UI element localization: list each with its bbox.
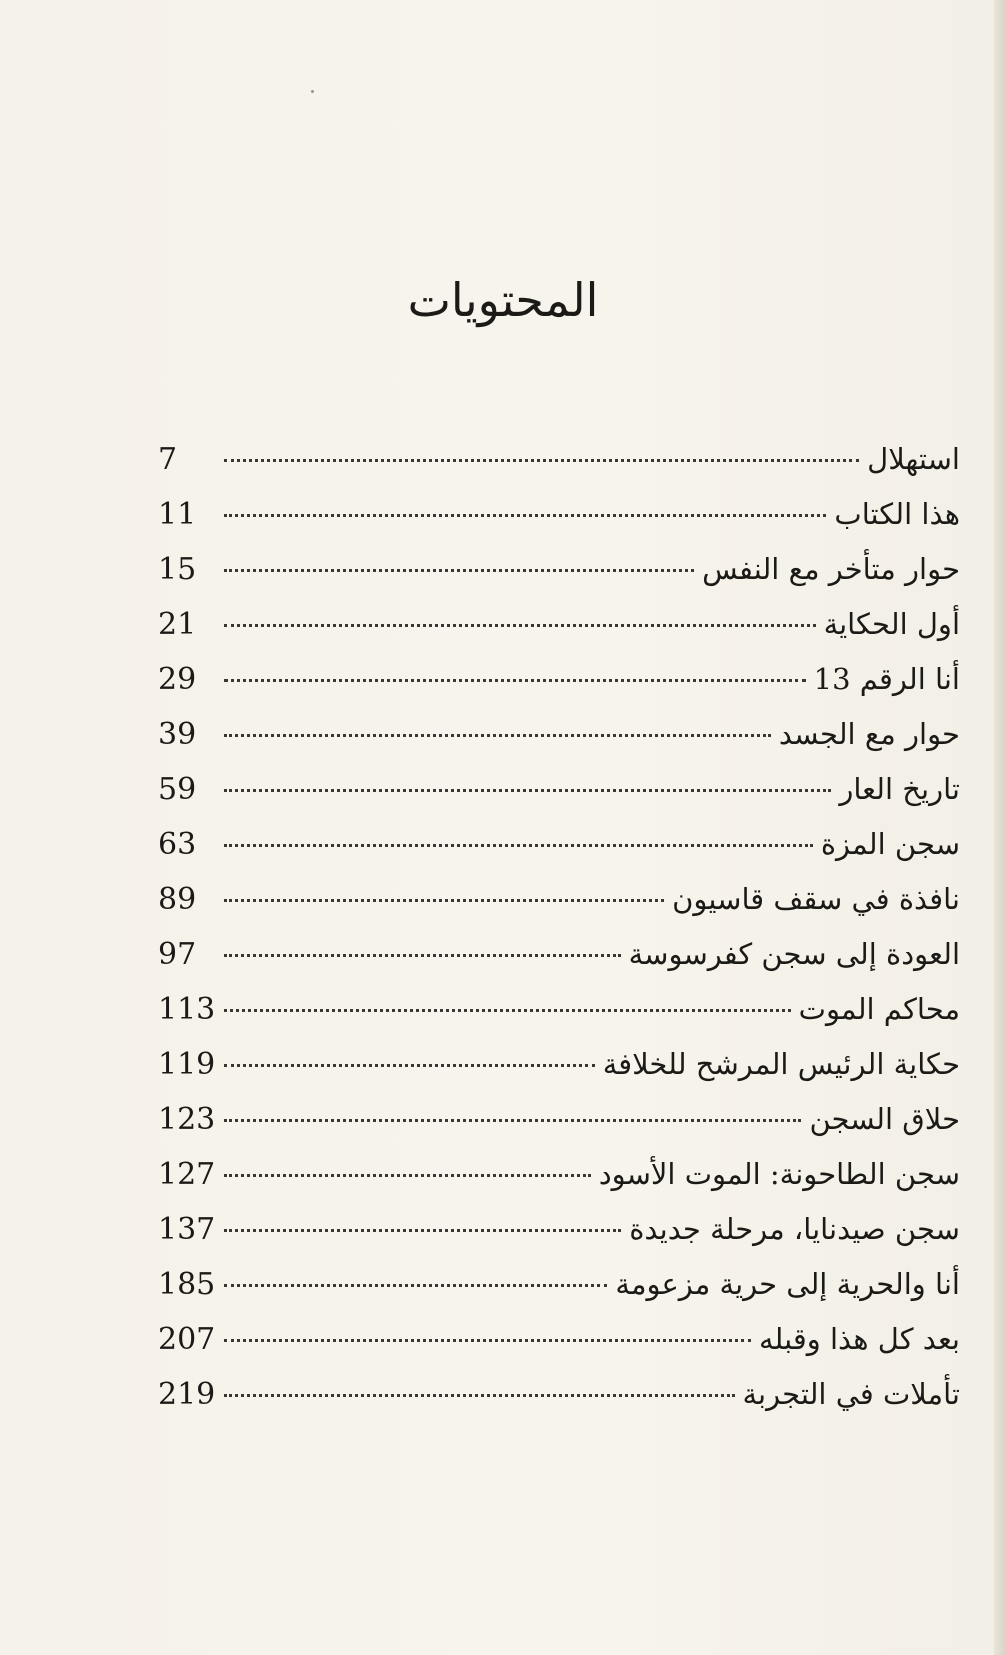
toc-entry <box>158 872 960 927</box>
dot-leader <box>224 569 694 572</box>
dot-leader <box>224 789 831 792</box>
toc-entry-page-number: 21 <box>158 607 197 642</box>
toc-entry-title: سجن صيدنايا، مرحلة جديدة <box>629 1212 960 1246</box>
toc-entry-title: سجن الطاحونة: الموت الأسود <box>598 1157 960 1191</box>
toc-entry <box>158 1092 960 1147</box>
toc-entry-page-number: 137 <box>158 1212 216 1247</box>
toc-entry <box>158 487 960 542</box>
toc-entry-title: حكاية الرئيس المرشح للخلافة <box>602 1047 960 1081</box>
toc-entry-page-number: 97 <box>158 937 197 972</box>
toc-entry-title: العودة إلى سجن كفرسوسة <box>628 937 960 971</box>
toc-entry <box>158 597 960 652</box>
toc-entry-page-number: 63 <box>158 827 197 862</box>
toc-entry-title: حوار متأخر مع النفس <box>702 552 960 586</box>
toc-entry-title: حلاق السجن <box>809 1102 960 1136</box>
toc-entry-page-number: 207 <box>158 1322 216 1357</box>
dot-leader <box>224 679 806 682</box>
dot-leader <box>224 954 621 957</box>
toc-entry-page-number: 11 <box>158 497 197 532</box>
toc-entry <box>158 982 960 1037</box>
dot-leader <box>224 514 826 517</box>
toc-entry-page-number: 29 <box>158 662 197 697</box>
toc-entry-page-number: 39 <box>158 717 197 752</box>
toc-entry <box>158 542 960 597</box>
dot-leader <box>224 1339 751 1342</box>
toc-entry <box>158 1202 960 1257</box>
toc-entry-title: أنا الرقم 13 <box>813 662 960 696</box>
paper-speck <box>311 90 314 93</box>
toc-entry-page-number: 7 <box>158 442 178 477</box>
toc-entry <box>158 652 960 707</box>
dot-leader <box>224 1174 591 1177</box>
toc-entry-title: حوار مع الجسد <box>778 717 960 751</box>
toc-entry-page-number: 123 <box>158 1102 216 1137</box>
toc-entry <box>158 432 960 487</box>
dot-leader <box>224 459 859 462</box>
toc-entry-title: أول الحكاية <box>823 607 960 641</box>
toc-entry <box>158 1367 960 1422</box>
toc-entry <box>158 927 960 982</box>
toc-entry-page-number: 113 <box>158 992 216 1027</box>
toc-entry-page-number: 185 <box>158 1267 216 1302</box>
toc-entry <box>158 1147 960 1202</box>
dot-leader <box>224 1009 791 1012</box>
table-of-contents <box>158 432 960 1422</box>
page-edge <box>994 0 1006 1655</box>
dot-leader <box>224 899 664 902</box>
toc-entry <box>158 1037 960 1092</box>
toc-entry <box>158 817 960 872</box>
toc-entry-title: نافذة في سقف قاسيون <box>672 882 960 916</box>
toc-entry <box>158 1312 960 1367</box>
toc-entry-title: تاريخ العار <box>839 772 960 806</box>
toc-entry <box>158 1257 960 1312</box>
dot-leader <box>224 624 816 627</box>
dot-leader <box>224 844 813 847</box>
dot-leader <box>224 1119 801 1122</box>
toc-entry-title: استهلال <box>867 442 960 476</box>
toc-entry-page-number: 89 <box>158 882 197 917</box>
dot-leader <box>224 1394 735 1397</box>
toc-entry-page-number: 15 <box>158 552 197 587</box>
toc-entry-title: هذا الكتاب <box>834 497 960 531</box>
toc-entry-page-number: 219 <box>158 1377 216 1412</box>
dot-leader <box>224 1284 607 1287</box>
dot-leader <box>224 734 771 737</box>
dot-leader <box>224 1229 621 1232</box>
toc-entry-title: تأملات في التجربة <box>742 1377 960 1411</box>
toc-entry-page-number: 119 <box>158 1047 216 1082</box>
toc-entry <box>158 707 960 762</box>
toc-entry-title: سجن المزة <box>820 827 960 861</box>
dot-leader <box>224 1064 595 1067</box>
toc-entry-page-number: 59 <box>158 772 197 807</box>
page-title: المحتويات <box>407 273 599 327</box>
toc-entry-page-number: 127 <box>158 1157 216 1192</box>
toc-entry-title: بعد كل هذا وقبله <box>758 1322 960 1356</box>
toc-entry-title: محاكم الموت <box>798 992 960 1026</box>
toc-entry-title: أنا والحرية إلى حرية مزعومة <box>615 1267 960 1301</box>
toc-entry <box>158 762 960 817</box>
